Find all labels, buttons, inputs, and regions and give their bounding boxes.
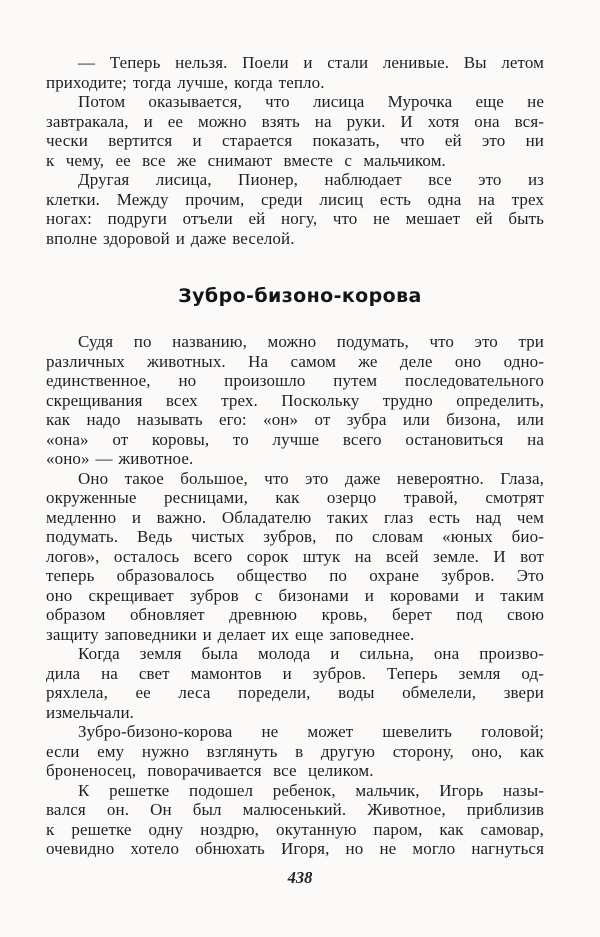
text-line: Когда земля была молода и сильна, она произво- [78,644,544,663]
text-line: Оно такое большое, что это даже невероятно. Глаза, [78,468,544,488]
page-number: 438 [287,867,313,887]
text-line: как надо называть его: «он» от зубра или бизона, или [46,410,544,429]
text-line: клетки. Между прочим, среди лисиц есть одна на трех [46,189,544,209]
paragraph [46,781,544,859]
text-line: Судя по названию, можно подумать, что это три [78,332,544,351]
text-line: завтракала, и ее можно взять на руки. И хотя она вся- [46,111,544,131]
text-line: оно скрещивает зубров с бизонами и коровами и таким [46,585,544,605]
text-block-main [46,332,544,859]
paragraph [46,53,544,92]
text-line: вался он. Он был малюсенький. Животное, приблизив [46,800,544,819]
text-line: окруженные ресницами, как озерцо травой, смотрят [46,488,544,507]
text-line: к решетке одну ноздрю, окутанную паром, как самовар, [46,819,544,839]
text-line: дила на свет мамонтов и зубров. Теперь земля од- [46,663,544,683]
text-line: различных животных. На самом же деле оно одно- [46,351,544,371]
text-line: к чему, ее все же снимают вместе с мальчиком. [46,150,446,170]
text-line: скрещивания всех трех. Поскольку трудно определить, [46,390,544,410]
text-line: К решетке подошел ребенок, мальчик, Игорь назы- [78,780,544,800]
text-line: если ему нужно взглянуть в другую сторону, оно, как [46,741,544,761]
chapter-heading: Зубро-бизоно-корова [178,285,422,307]
paragraph [46,170,544,248]
text-line: подумать. Ведь чистых зубров, по словам «юных био- [46,527,544,546]
text-line: Другая лисица, Пионер, наблюдает все это из [78,170,544,189]
paragraph [46,469,544,645]
text-line: Потом оказывается, что лисица Мурочка еще не [78,92,544,111]
text-line: приходите; тогда лучше, когда тепло. [46,72,325,92]
text-line: чески вертится и старается показать, что ей это ни [46,131,544,150]
text-line: «оно» — животное. [46,449,194,468]
text-line: измельчали. [46,702,134,722]
text-line: медленно и важно. Обладателю таких глаз есть над чем [46,507,544,527]
paragraph [46,332,544,469]
text-line: образом обновляет древнюю кровь, берет под свою [46,605,544,624]
text-line: единственное, но произошло путем последовательного [46,371,544,390]
text-line: Зубро-бизоно-корова не может шевелить головой; [78,722,544,741]
text-line: ногах: подруги отъели ей ногу, что не мешает ей быть [46,209,544,228]
text-line: — Теперь нельзя. Поели и стали ленивые. Вы летом [78,53,544,72]
text-line: защиту заповедники и делает их еще заповеднее. [46,624,415,644]
text-line: ряхлела, ее леса поредели, воды обмелели, звери [46,683,544,702]
paragraph [46,92,544,170]
paragraph [46,644,544,722]
text-line: «она» от коровы, то лучше всего остановиться на [46,429,544,449]
text-block-top [46,53,544,248]
text-line: очевидно хотело обнюхать Игоря, но не могло нагнуться [46,839,544,858]
paragraph [46,722,544,781]
text-line: броненосец, поворачивается все целиком. [46,761,374,780]
text-line: теперь образовалось общество по охране зубров. Это [46,566,544,585]
text-line: логов», осталось всего сорок штук на всей земле. И вот [46,546,544,566]
text-line: вполне здоровой и даже веселой. [46,228,295,248]
